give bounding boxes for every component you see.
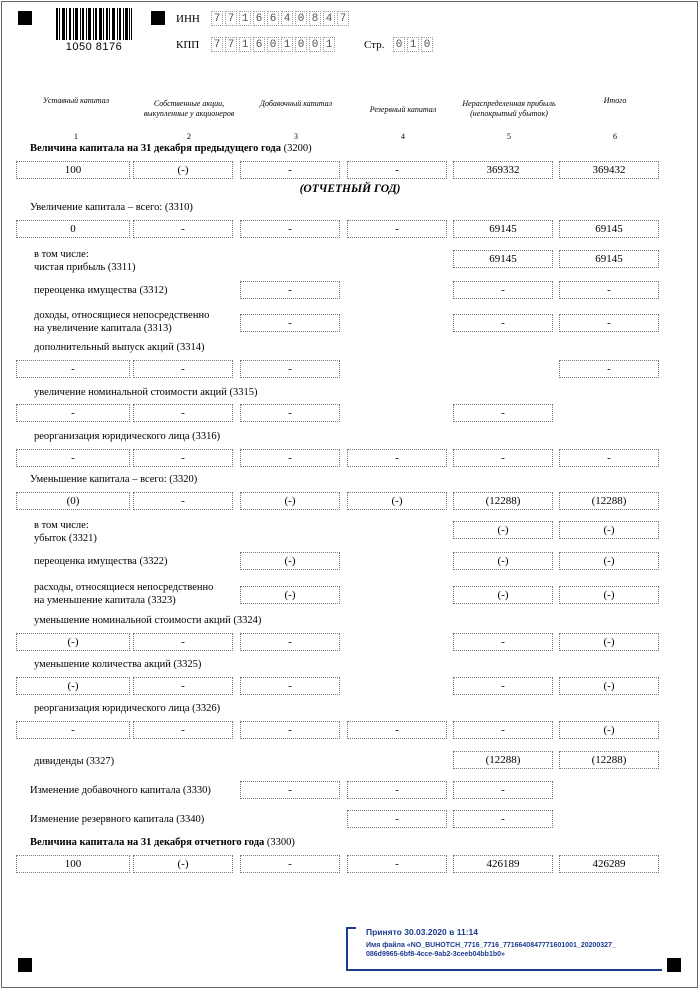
column-number-5: 5 <box>507 132 511 141</box>
row-label-8 <box>34 430 220 443</box>
value-cell-r18-c5: - <box>453 810 553 828</box>
column-number-1: 1 <box>74 132 78 141</box>
page-number-field <box>393 37 435 52</box>
inn-digit-9: 4 <box>323 11 335 26</box>
row-label-1 <box>30 142 312 155</box>
value-cell-r9-c1: (0) <box>16 492 130 510</box>
row-label-3 <box>34 248 136 274</box>
value-cell-r8-c6: - <box>559 449 659 467</box>
row-label-text: реорганизация юридического лица (3316) <box>34 431 221 442</box>
value-cell-r7-c5: - <box>453 404 553 422</box>
stamp-accepted-text: Принято 30.03.2020 в 11:14 <box>366 927 478 937</box>
kpp-label: КПП <box>176 39 200 51</box>
value-cell-r9-c6: (12288) <box>559 492 659 510</box>
value-cell-r12-c5: (-) <box>453 586 553 604</box>
row-label-9 <box>30 473 197 486</box>
value-cell-r7-c2: - <box>133 404 233 422</box>
value-cell-r5-c3: - <box>240 314 340 332</box>
column-header-3: Добавочный капитал <box>259 99 333 108</box>
row-label-13 <box>34 614 261 627</box>
inn-digit-7: 0 <box>295 11 307 26</box>
value-cell-r15-c2: - <box>133 721 233 739</box>
inn-digit-3: 1 <box>239 11 251 26</box>
row-label-text: дивиденды (3327) <box>34 756 115 767</box>
inn-digit-6: 4 <box>281 11 293 26</box>
value-cell-r2-c5: 69145 <box>453 220 553 238</box>
value-cell-r1-c5: 369332 <box>453 161 553 179</box>
row-label-text: уменьшение номинальной стоимости акций (3324) <box>34 615 262 626</box>
value-cell-r2-c6: 69145 <box>559 220 659 238</box>
kpp-digit-8: 0 <box>309 37 321 52</box>
row-label-line2: на увеличение капитала (3313) <box>34 323 172 334</box>
row-label-text: Уменьшение капитала – всего: (3320) <box>30 474 198 485</box>
value-cell-r11-c3: (-) <box>240 552 340 570</box>
row-code: (3300) <box>266 837 295 848</box>
value-cell-r17-c3: - <box>240 781 340 799</box>
inn-digit-10: 7 <box>337 11 349 26</box>
row-label-18 <box>30 813 204 826</box>
value-cell-r14-c5: - <box>453 677 553 695</box>
stamp-filename-line2: 086d9965-6bf8-4cce-9ab2-3ceeb04bb1b0» <box>366 951 505 958</box>
value-cell-r9-c5: (12288) <box>453 492 553 510</box>
value-cell-r7-c1: - <box>16 404 130 422</box>
kpp-digit-4: 6 <box>253 37 265 52</box>
value-cell-r13-c3: - <box>240 633 340 651</box>
value-cell-r6-c6: - <box>559 360 659 378</box>
row-label-2 <box>30 201 193 214</box>
row-label-16 <box>34 755 114 768</box>
row-label-line2: на уменьшение капитала (3323) <box>34 595 176 606</box>
row-label-text: дополнительный выпуск акций (3314) <box>34 342 205 353</box>
value-cell-r10-c6: (-) <box>559 521 659 539</box>
value-cell-r2-c3: - <box>240 220 340 238</box>
value-cell-r16-c6: (12288) <box>559 751 659 769</box>
value-cell-r6-c2: - <box>133 360 233 378</box>
value-cell-r12-c6: (-) <box>559 586 659 604</box>
value-cell-r12-c3: (-) <box>240 586 340 604</box>
corner-marker-bottom-right <box>667 958 681 972</box>
row-label-line1: в том числе: <box>34 520 89 531</box>
row-label-14 <box>34 658 201 671</box>
value-cell-r14-c2: - <box>133 677 233 695</box>
kpp-digit-9: 1 <box>323 37 335 52</box>
row-label-text: Изменение резервного капитала (3340) <box>30 814 205 825</box>
value-cell-r6-c3: - <box>240 360 340 378</box>
value-cell-r4-c5: - <box>453 281 553 299</box>
value-cell-r1-c2: (-) <box>133 161 233 179</box>
value-cell-r13-c6: (-) <box>559 633 659 651</box>
kpp-field <box>211 37 337 52</box>
row-label-12 <box>34 581 213 607</box>
value-cell-r4-c6: - <box>559 281 659 299</box>
stamp-filename-text <box>366 941 616 959</box>
column-number-6: 6 <box>613 132 617 141</box>
stamp-filename-line1: Имя файла «NO_BUHOTCH_7716_7716_7716640847771601001_20200327_ <box>366 942 616 949</box>
value-cell-r17-c5: - <box>453 781 553 799</box>
value-cell-r10-c5: (-) <box>453 521 553 539</box>
kpp-digit-7: 0 <box>295 37 307 52</box>
row-label-6 <box>34 341 205 354</box>
column-header-4: Резервный капитал <box>369 105 437 114</box>
row-label-text: переоценка имущества (3312) <box>34 285 168 296</box>
value-cell-r5-c6: - <box>559 314 659 332</box>
row-label-text: Изменение добавочного капитала (3330) <box>30 785 211 796</box>
value-cell-r13-c1: (-) <box>16 633 130 651</box>
column-number-2: 2 <box>187 132 191 141</box>
value-cell-r3-c6: 69145 <box>559 250 659 268</box>
row-label-text: уменьшение количества акций (3325) <box>34 659 202 670</box>
value-cell-r1-c6: 369432 <box>559 161 659 179</box>
row-label-15 <box>34 702 220 715</box>
inn-field <box>211 11 351 26</box>
value-cell-r15-c4: - <box>347 721 447 739</box>
value-cell-r17-c4: - <box>347 781 447 799</box>
value-cell-r19-c6: 426289 <box>559 855 659 873</box>
value-cell-r16-c5: (12288) <box>453 751 553 769</box>
barcode-number: 1050 8176 <box>65 41 123 53</box>
value-cell-r19-c2: (-) <box>133 855 233 873</box>
column-number-3: 3 <box>294 132 298 141</box>
inn-digit-4: 6 <box>253 11 265 26</box>
row-label-4 <box>34 284 167 297</box>
page-digit-2: 1 <box>407 37 419 52</box>
inn-digit-1: 7 <box>211 11 223 26</box>
value-cell-r2-c4: - <box>347 220 447 238</box>
row-label-5 <box>34 309 209 335</box>
value-cell-r15-c3: - <box>240 721 340 739</box>
section-title: (ОТЧЕТНЫЙ ГОД) <box>299 183 401 195</box>
value-cell-r11-c5: (-) <box>453 552 553 570</box>
row-label-text: увеличение номинальной стоимости акций (3315) <box>34 387 258 398</box>
row-label-10 <box>34 519 97 545</box>
value-cell-r4-c3: - <box>240 281 340 299</box>
value-cell-r14-c1: (-) <box>16 677 130 695</box>
kpp-digit-1: 7 <box>211 37 223 52</box>
barcode-icon <box>56 8 132 40</box>
page-digit-3: 0 <box>421 37 433 52</box>
value-cell-r18-c4: - <box>347 810 447 828</box>
value-cell-r19-c5: 426189 <box>453 855 553 873</box>
corner-marker-bottom-left <box>18 958 32 972</box>
value-cell-r15-c5: - <box>453 721 553 739</box>
page-label: Стр. <box>364 39 385 51</box>
row-label-line1: доходы, относящиеся непосредственно <box>34 310 210 321</box>
inn-digit-5: 6 <box>267 11 279 26</box>
inn-label: ИНН <box>176 13 200 25</box>
inn-digit-2: 7 <box>225 11 237 26</box>
kpp-digit-5: 0 <box>267 37 279 52</box>
value-cell-r6-c1: - <box>16 360 130 378</box>
row-label-line1: в том числе: <box>34 249 89 260</box>
value-cell-r1-c4: - <box>347 161 447 179</box>
row-label-text: Величина капитала на 31 декабря предыдущего года <box>30 143 281 154</box>
value-cell-r9-c3: (-) <box>240 492 340 510</box>
kpp-digit-2: 7 <box>225 37 237 52</box>
value-cell-r9-c2: - <box>133 492 233 510</box>
value-cell-r8-c4: - <box>347 449 447 467</box>
value-cell-r14-c3: - <box>240 677 340 695</box>
row-label-line2: чистая прибыль (3311) <box>34 262 136 273</box>
column-header-6: Итого <box>603 96 627 105</box>
value-cell-r2-c2: - <box>133 220 233 238</box>
column-header-2: Собственные акции, выкупленные у акционеров <box>143 99 235 118</box>
value-cell-r15-c6: (-) <box>559 721 659 739</box>
value-cell-r13-c5: - <box>453 633 553 651</box>
value-cell-r5-c5: - <box>453 314 553 332</box>
value-cell-r19-c1: 100 <box>16 855 130 873</box>
value-cell-r8-c2: - <box>133 449 233 467</box>
value-cell-r3-c5: 69145 <box>453 250 553 268</box>
value-cell-r8-c3: - <box>240 449 340 467</box>
acceptance-stamp <box>346 927 662 971</box>
value-cell-r1-c3: - <box>240 161 340 179</box>
row-label-17 <box>30 784 211 797</box>
row-label-text: переоценка имущества (3322) <box>34 556 168 567</box>
row-label-text: Увеличение капитала – всего: (3310) <box>30 202 193 213</box>
inn-digit-8: 8 <box>309 11 321 26</box>
row-label-line1: расходы, относящиеся непосредственно <box>34 582 214 593</box>
row-label-text: реорганизация юридического лица (3326) <box>34 703 221 714</box>
value-cell-r1-c1: 100 <box>16 161 130 179</box>
value-cell-r9-c4: (-) <box>347 492 447 510</box>
row-label-text: Величина капитала на 31 декабря отчетного года <box>30 837 265 848</box>
column-header-5: Нераспределенная прибыль (непокрытый убыток) <box>462 99 556 118</box>
value-cell-r19-c4: - <box>347 855 447 873</box>
value-cell-r8-c1: - <box>16 449 130 467</box>
row-label-19 <box>30 836 295 849</box>
column-number-4: 4 <box>401 132 405 141</box>
page-digit-1: 0 <box>393 37 405 52</box>
row-label-11 <box>34 555 167 568</box>
value-cell-r11-c6: (-) <box>559 552 659 570</box>
corner-marker-top-left <box>18 11 32 25</box>
kpp-digit-6: 1 <box>281 37 293 52</box>
corner-marker-top <box>151 11 165 25</box>
row-label-line2: убыток (3321) <box>34 533 97 544</box>
kpp-digit-3: 1 <box>239 37 251 52</box>
value-cell-r2-c1: 0 <box>16 220 130 238</box>
value-cell-r14-c6: (-) <box>559 677 659 695</box>
value-cell-r13-c2: - <box>133 633 233 651</box>
column-header-1: Уставный капитал <box>42 96 110 105</box>
value-cell-r8-c5: - <box>453 449 553 467</box>
row-code: (3200) <box>283 143 312 154</box>
value-cell-r19-c3: - <box>240 855 340 873</box>
value-cell-r15-c1: - <box>16 721 130 739</box>
value-cell-r7-c3: - <box>240 404 340 422</box>
row-label-7 <box>34 386 257 399</box>
